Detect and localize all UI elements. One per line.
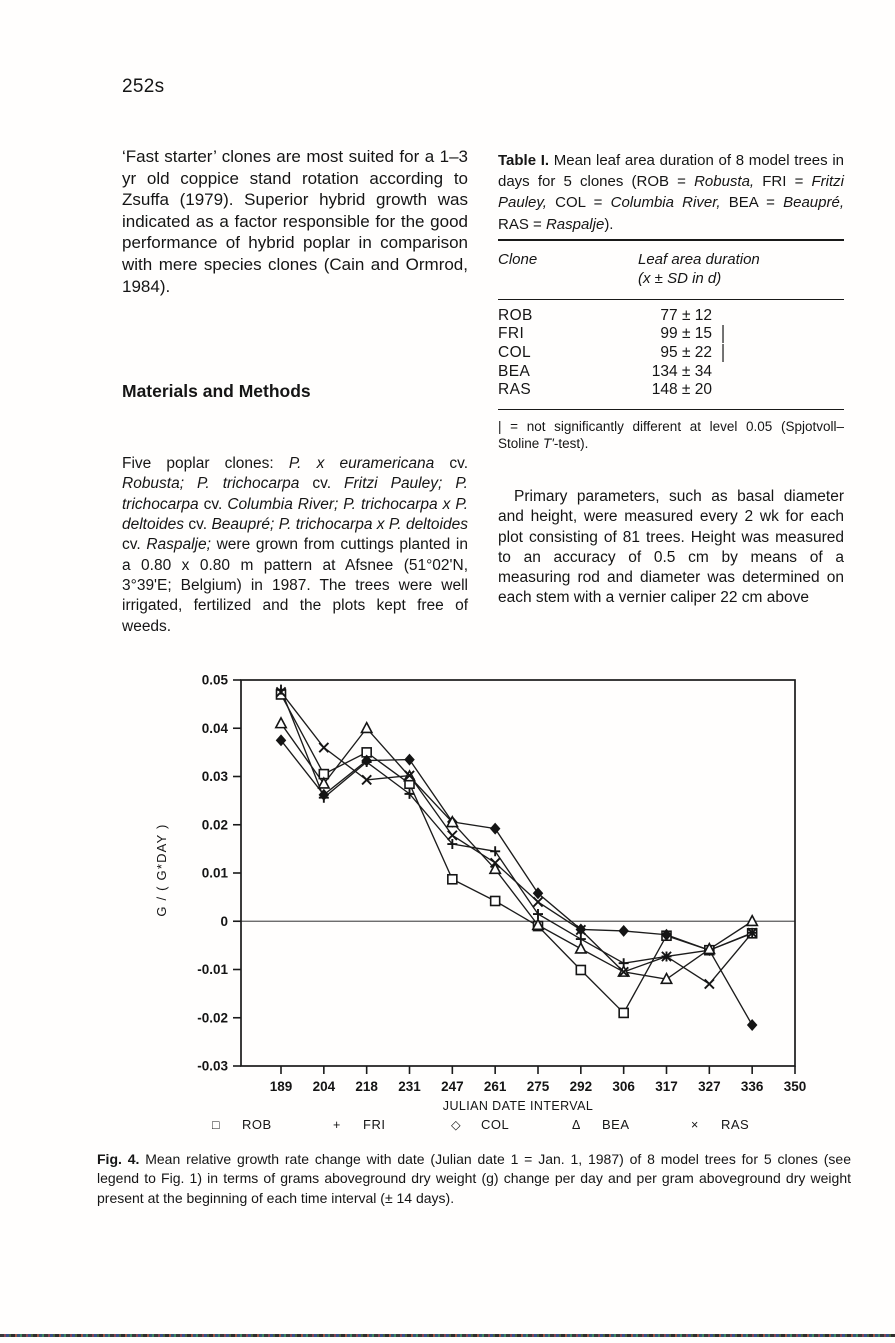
- svg-text:350: 350: [783, 1079, 807, 1094]
- page-number: 252s: [122, 76, 165, 97]
- diamond-marker-icon: ◇: [451, 1118, 461, 1132]
- svg-text:-0.02: -0.02: [197, 1010, 228, 1026]
- svg-text:G / ( G*DAY ): G / ( G*DAY ): [154, 823, 169, 917]
- svg-text:189: 189: [269, 1079, 293, 1094]
- legend-item-ras: [691, 1117, 749, 1132]
- legend-item-fri: [333, 1117, 385, 1132]
- table-row: ROB 77 ± 12: [498, 306, 712, 324]
- svg-text:-0.01: -0.01: [197, 962, 228, 977]
- legend-label: ROB: [242, 1117, 272, 1132]
- figure-4-chart: [140, 658, 840, 1170]
- svg-text:0.05: 0.05: [201, 672, 228, 688]
- legend-item-col: [451, 1117, 509, 1132]
- column-header-clone: Clone: [498, 250, 538, 268]
- svg-text:0.02: 0.02: [201, 817, 228, 833]
- table-caption: Table I. Mean leaf area duration of 8 model trees in days for 5 clones (ROB = Robusta, FRI = Fritzi Pauley, COL = Columbia River, BEA = Beaupré, RAS = Raspalje).: [498, 152, 844, 233]
- table-row: FRI 99 ± 15 |: [498, 323, 726, 345]
- legend-item-rob: [212, 1117, 272, 1132]
- svg-text:231: 231: [398, 1079, 421, 1094]
- svg-text:-0.03: -0.03: [197, 1058, 228, 1074]
- legend-label: COL: [481, 1117, 510, 1132]
- growth-rate-line-chart: [140, 658, 840, 1098]
- table-row: RAS 148 ± 20: [498, 381, 712, 399]
- right-column: [498, 150, 844, 609]
- plus-marker-icon: +: [333, 1117, 341, 1132]
- svg-text:292: 292: [569, 1079, 593, 1094]
- square-marker-icon: □: [212, 1117, 220, 1132]
- svg-text:0.01: 0.01: [201, 865, 228, 881]
- legend-item-bea: [572, 1117, 630, 1132]
- section-heading: Materials and Methods: [122, 381, 311, 402]
- x-axis-title: JULIAN DATE INTERVAL: [442, 1099, 594, 1113]
- triangle-marker-icon: Δ: [572, 1117, 581, 1132]
- svg-text:327: 327: [698, 1079, 721, 1094]
- svg-text:0.04: 0.04: [201, 720, 228, 736]
- x-marker-icon: ×: [691, 1117, 699, 1132]
- svg-text:218: 218: [355, 1079, 378, 1094]
- svg-text:336: 336: [740, 1079, 764, 1094]
- svg-text:0.03: 0.03: [201, 769, 228, 784]
- table-row: BEA 134 ± 34: [498, 362, 712, 380]
- leaf-area-table: [498, 239, 844, 410]
- materials-paragraph: Five poplar clones: P. x euramericana cv. Robusta; P. trichocarpa cv. Fritzi Pauley; P. trichocarpa cv. Columbia River; P. trichocarpa x P. deltoides cv. Beaupré; P. trichocarpa x P. deltoides cv. Raspalje; were grown from cuttings planted in a 0.80 x 0.80 m pattern at Afsnee (51°02'N, 3°39'E; Belgium) in 1987. The trees were well irrigated, fertilized and the plots kept free of weeds.: [122, 455, 469, 635]
- svg-text:261: 261: [483, 1079, 507, 1094]
- table-footnote: | = not significantly different at level 0.05 (Spjotvoll–Stoline T'-test).: [498, 418, 844, 452]
- table-header: [498, 241, 844, 300]
- svg-text:306: 306: [612, 1079, 635, 1094]
- significance-bracket: |: [721, 341, 726, 363]
- table-body: [498, 300, 844, 410]
- svg-text:317: 317: [655, 1079, 678, 1094]
- svg-text:204: 204: [312, 1079, 336, 1094]
- table-row: COL 95 ± 22 |: [498, 341, 726, 363]
- svg-text:247: 247: [441, 1079, 464, 1094]
- legend-label: BEA: [602, 1117, 630, 1132]
- column-header-duration: Leaf area duration (x ± SD in d): [638, 250, 760, 287]
- scan-artifact-line: [0, 1334, 895, 1337]
- legend-label: RAS: [721, 1117, 750, 1132]
- svg-text:0: 0: [220, 913, 228, 929]
- intro-paragraph: ‘Fast starter’ clones are most suited for a 1–3 yr old coppice stand rotation according to Zsuffa (1979). Superior hybrid growth was indicated as a factor responsible for the good performance of hybrid poplar in comparison with mere species clones (Cain and Ormrod, 1984).: [122, 147, 468, 296]
- primary-parameters-paragraph: Primary parameters, such as basal diameter and height, were measured every 2 wk for each plot consisting of 81 trees. Height was measured to an accuracy of 0.5 cm by means of a measuring rod and diameter was determined on each stem with a vernier caliper 22 cm above: [498, 487, 844, 607]
- svg-text:275: 275: [526, 1079, 550, 1094]
- significance-bracket: |: [721, 323, 726, 345]
- left-column: [122, 146, 468, 637]
- chart-legend: [140, 1117, 840, 1139]
- figure-caption: Fig. 4. Mean relative growth rate change with date (Julian date 1 = Jan. 1, 1987) of 8 model trees for 5 clones (see legend to Fig. 1) in terms of grams aboveground dry weight (g) change per day and per gram aboveground dry weight present at the beginning of each time interval (± 14 days).: [97, 1151, 851, 1206]
- legend-label: FRI: [363, 1117, 386, 1132]
